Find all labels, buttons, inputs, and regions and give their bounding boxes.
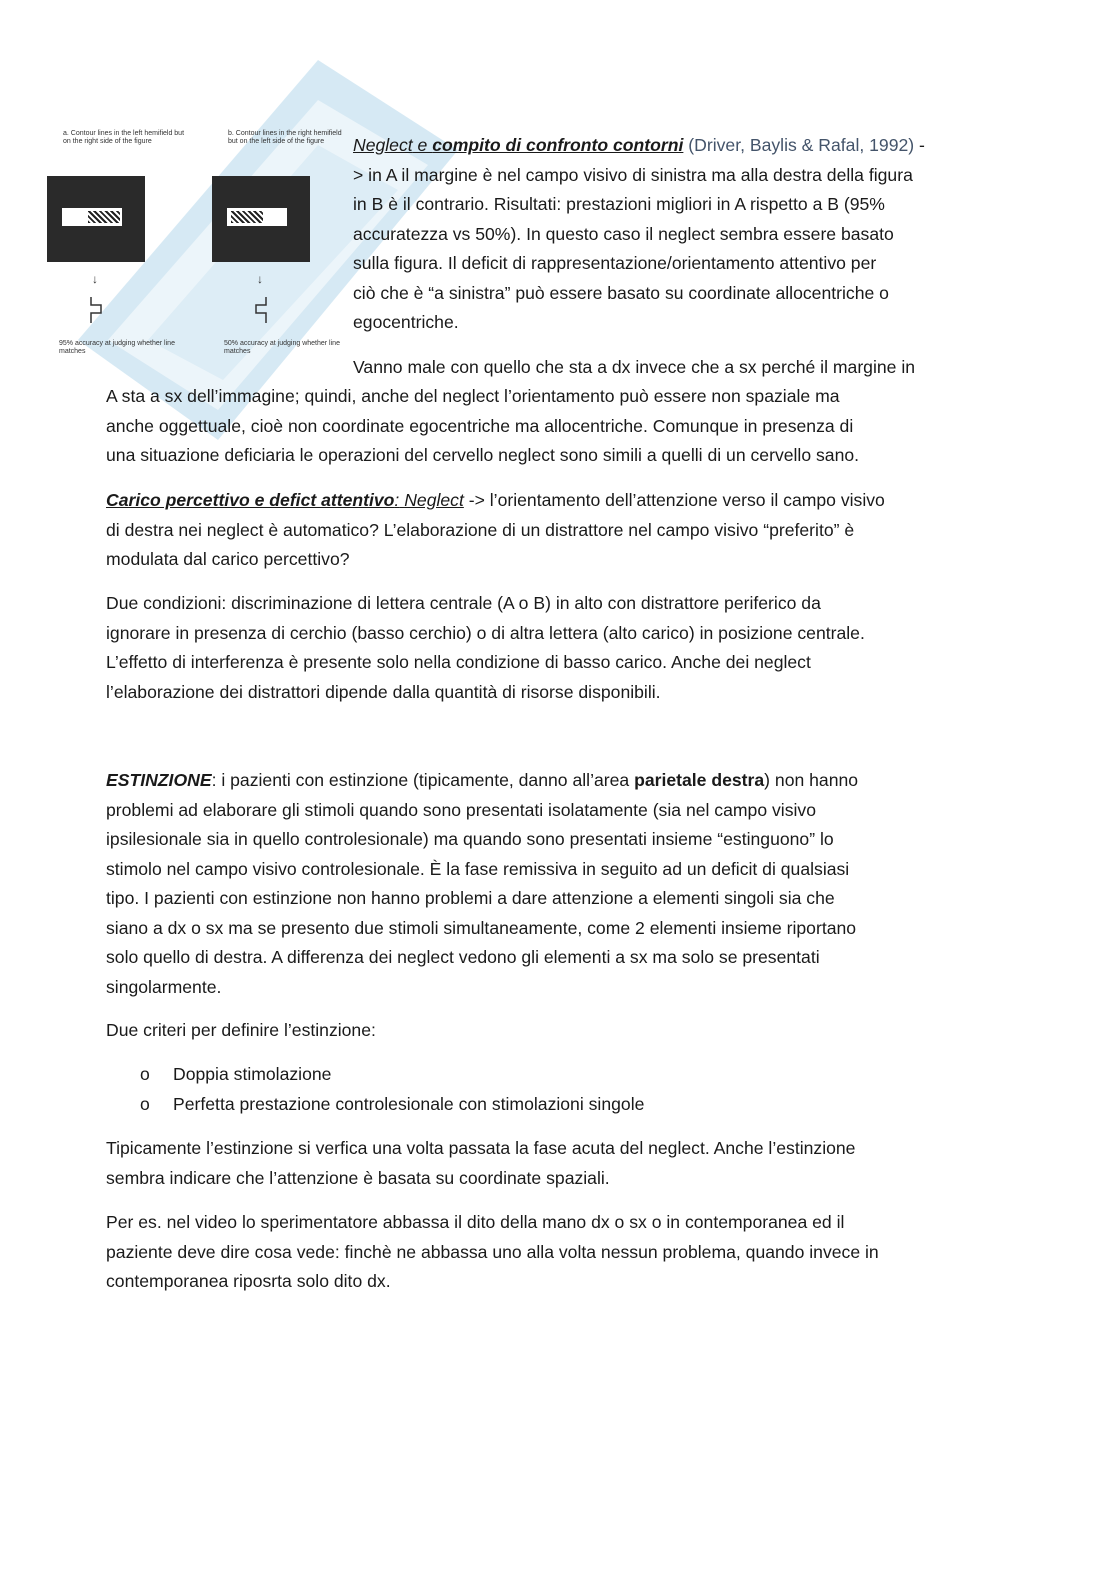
paragraph-criteria-intro: Due criteri per definire l’estinzione:: [106, 1020, 376, 1040]
contour-shape-icon: [252, 295, 272, 325]
citation: (Driver, Baylis & Rafal, 1992): [688, 135, 915, 155]
figure-b-caption: b. Contour lines in the right hemifield but on the left side of the figure: [228, 130, 342, 145]
paragraph-two-conditions: Due condizioni: discriminazione di lettera centrale (A o B) in alto con distrattore periferico da ignorare in presenza di cerchio (basso cerchio) o di altra lettera (alto carico) in posizione centrale. L’effetto di interferenza è presente solo nella condizione di basso carico. Anche dei neglect l’elaborazione dei distrattori dipende dalla quantità di risorse disponibili.: [106, 593, 865, 702]
contour-shape-icon: [87, 295, 107, 325]
section-title-extinction: ESTINZIONE: [106, 770, 212, 790]
bullet-marker: o: [140, 1064, 150, 1084]
down-arrow-icon: ↓: [257, 272, 263, 286]
paragraph-object-based-cont: A sta a sx dell’immagine; quindi, anche del neglect l’orientamento può essere non spaziale ma anche oggettuale, cioè non coordinate egocentriche ma allocentriche. Comunque in presenza di una situazione deficiaria le operazioni del cervello neglect sono simili a quelli di un cervello sano.: [106, 386, 860, 465]
list-item: o Perfetta prestazione controlesionale con stimolazioni singole: [140, 1090, 644, 1120]
figure-a-caption: a. Contour lines in the left hemifield but on the right side of the figure: [63, 130, 185, 145]
figure-a-stimulus: [47, 176, 145, 262]
paragraph-extinction: ESTINZIONE: i pazienti con estinzione (tipicamente, danno all’area parietale destra) non hanno problemi ad elaborare gli stimoli quando sono presentati isolatamente (sia nel campo visivo ipsilesionale sia in quello controlesionale) ma quando sono presentati insieme “estinguono” lo stimolo nel campo visivo controlesionale. È la fase remissiva in seguito ad un deficit di qualsiasi tipo. I pazienti con estinzione non hanno problemi a dare attenzione a elementi singoli sia che siano a dx o sx ma se presento due stimoli simultaneamente, come 2 elementi insieme riportano solo quello di destra. A differenza dei neglect vedono gli elementi a sx ma solo se presentati singolarmente.: [106, 770, 859, 997]
criteria-list: [140, 1060, 644, 1119]
paragraph-video-example: Per es. nel video lo sperimentatore abbassa il dito della mano dx o sx o in contemporanea ed il paziente deve dire cosa vede: finchè ne abbassa uno alla volta nessun problema, quando invece in contemporanea riposrta solo dito dx.: [106, 1212, 879, 1291]
figure-b-stimulus: [212, 176, 310, 262]
figure-panel-b: [212, 130, 372, 370]
bullet-marker: o: [140, 1093, 150, 1114]
list-item: o Doppia stimolazione: [140, 1060, 644, 1090]
paragraph-perceptual-load: Carico percettivo e defict attentivo: Neglect -> l’orientamento dell’attenzione verso il campo visivo di destra nei neglect è automatico? L’elaborazione di un distrattore nel campo visivo “preferito” è modulata dal carico percettivo?: [106, 490, 885, 569]
paragraph-contour-task: Neglect e compito di confronto contorni (Driver, Baylis & Rafal, 1992) - > in A il margine è nel campo visivo di sinistra ma alla destra della figura in B è il contrario. Risultati: prestazioni migliori in A rispetto a B (95% accuratezza vs 50%). In questo caso il neglect sembra essere basato sulla figura. Il deficit di rappresentazione/orientamento attentivo per ciò che è “a sinistra” può essere basato su coordinate allocentriche o egocentriche.: [353, 135, 925, 332]
figure-panel-a: [47, 130, 207, 370]
figure-b-accuracy: 50% accuracy at judging whether line matches: [224, 340, 340, 355]
down-arrow-icon: ↓: [92, 272, 98, 286]
paragraph-typically: Tipicamente l’estinzione si verfica una volta passata la fase acuta del neglect. Anche l’estinzione sembra indicare che l’attenzione è basata su coordinate spaziali.: [106, 1138, 856, 1188]
paragraph-object-based: Vanno male con quello che sta a dx invece che a sx perché il margine in: [353, 357, 916, 377]
figure-a-accuracy: 95% accuracy at judging whether line matches: [59, 340, 175, 355]
